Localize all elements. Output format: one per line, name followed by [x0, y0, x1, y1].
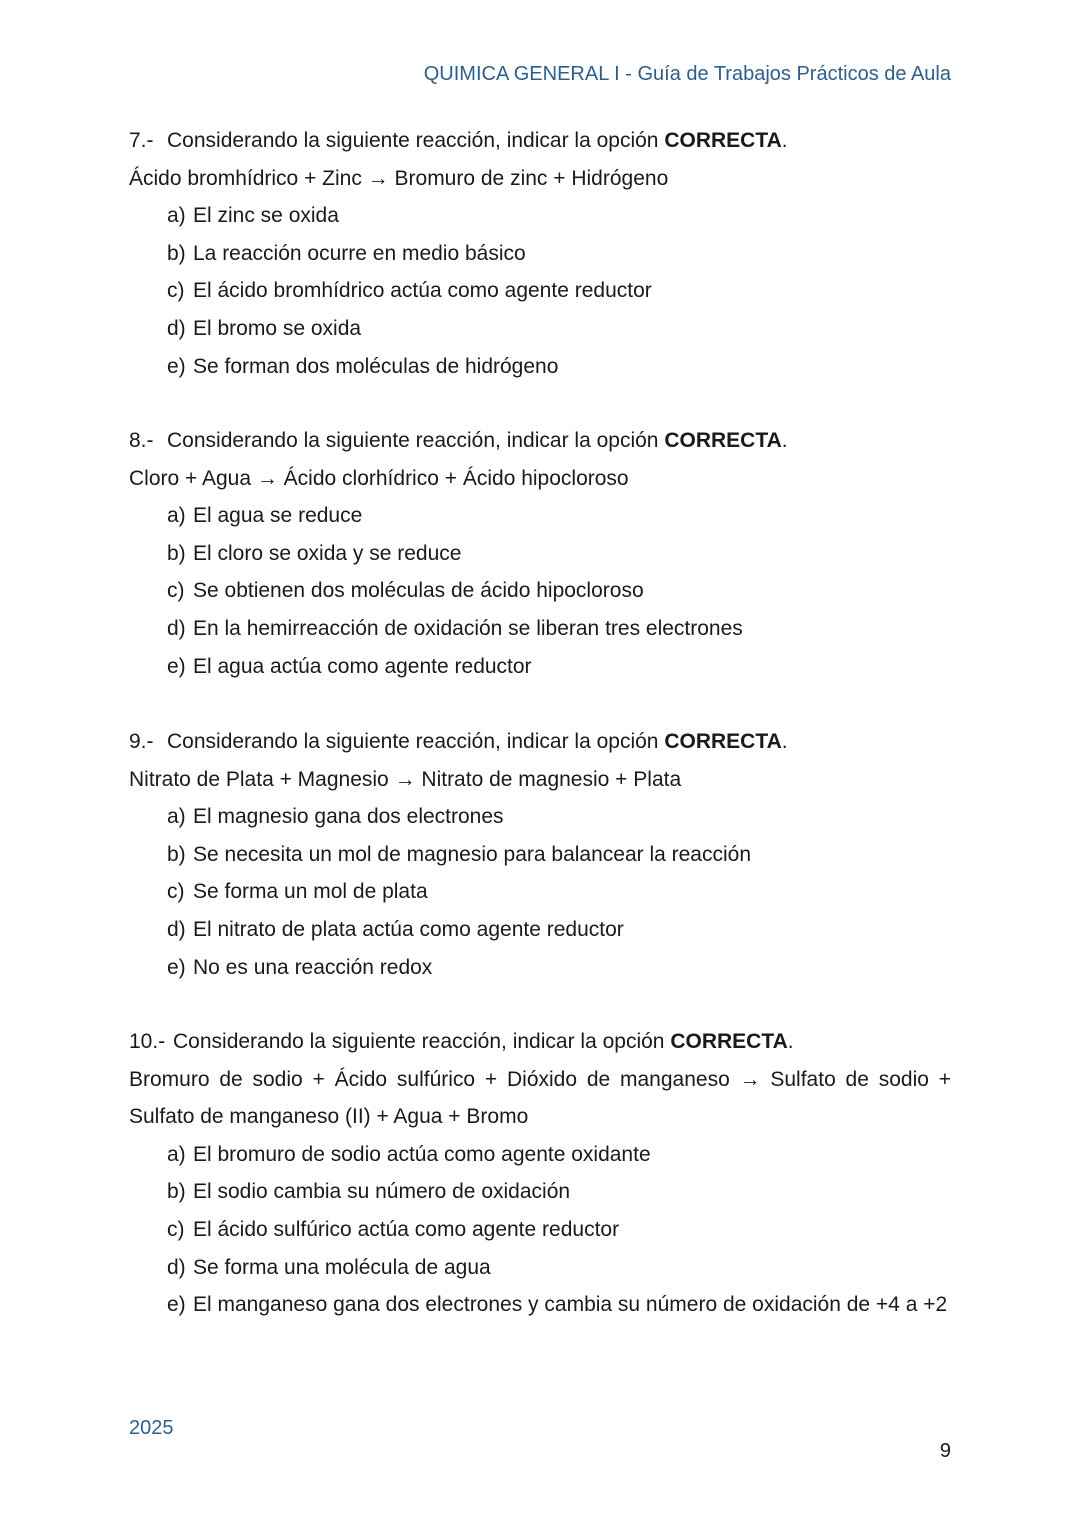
option-text: El agua actúa como agente reductor — [193, 654, 532, 678]
option-b — [129, 836, 951, 874]
prompt-end: . — [781, 429, 788, 452]
option-c — [129, 272, 951, 310]
option-e — [129, 648, 951, 686]
prompt-text: Considerando la siguiente reacción, indicar la opción — [167, 730, 659, 753]
option-c — [129, 1211, 951, 1249]
option-text: El magnesio gana dos electrones — [193, 805, 504, 829]
option-letter: d) — [167, 316, 186, 340]
option-letter: e) — [167, 654, 186, 678]
option-text: Se forma un mol de plata — [193, 880, 428, 904]
option-d — [129, 911, 951, 949]
option-e — [129, 1286, 951, 1324]
option-text: El bromo se oxida — [193, 316, 362, 340]
question-prompt — [129, 723, 951, 761]
prompt-emphasis: CORRECTA — [670, 1030, 788, 1053]
option-letter: a) — [167, 204, 186, 228]
option-c — [129, 873, 951, 911]
option-letter: b) — [167, 1180, 186, 1204]
reaction-equation: Ácido bromhídrico + Zinc → Bromuro de zinc + Hidrógeno — [129, 166, 669, 190]
question-9 — [129, 723, 951, 986]
option-text: El ácido bromhídrico actúa como agente reductor — [193, 279, 652, 303]
options-list — [129, 798, 951, 986]
option-text: Se forma una molécula de agua — [193, 1255, 491, 1279]
option-d — [129, 1249, 951, 1287]
prompt-text: Considerando la siguiente reacción, indicar la opción — [173, 1030, 665, 1053]
option-text: No es una reacción redox — [193, 955, 433, 979]
question-7 — [129, 122, 951, 385]
option-d — [129, 610, 951, 648]
question-number: 10.- — [129, 1030, 166, 1053]
question-number: 8.- — [129, 429, 154, 452]
option-text: Se obtienen dos moléculas de ácido hipocloroso — [193, 579, 644, 603]
option-b — [129, 235, 951, 273]
option-letter: b) — [167, 241, 186, 265]
option-text: El manganeso gana dos electrones y cambia su número de oxidación de +4 a +2 — [193, 1293, 948, 1317]
prompt-text: Considerando la siguiente reacción, indicar la opción — [167, 129, 659, 152]
option-text: El zinc se oxida — [193, 204, 339, 228]
option-text: El agua se reduce — [193, 504, 363, 528]
footer-year: 2025 — [129, 1417, 174, 1439]
option-text: El sodio cambia su número de oxidación — [193, 1180, 571, 1204]
option-text: La reacción ocurre en medio básico — [193, 241, 526, 265]
option-text: El cloro se oxida y se reduce — [193, 541, 462, 565]
question-number: 7.- — [129, 129, 154, 152]
option-text: Se forman dos moléculas de hidrógeno — [193, 354, 559, 378]
question-8 — [129, 422, 951, 685]
reaction-equation: Bromuro de sodio + Ácido sulfúrico + Dióxido de manganeso → Sulfato de sodio + Sulfato de manganeso (II) + Agua + Bromo — [129, 1067, 951, 1129]
prompt-end: . — [781, 129, 788, 152]
options-list — [129, 497, 951, 685]
prompt-text: Considerando la siguiente reacción, indicar la opción — [167, 429, 659, 452]
option-text: El nitrato de plata actúa como agente reductor — [193, 917, 624, 941]
prompt-emphasis: CORRECTA — [664, 429, 782, 452]
option-letter: c) — [167, 579, 185, 603]
option-letter: e) — [167, 955, 186, 979]
option-b — [129, 1173, 951, 1211]
options-list — [129, 1136, 951, 1324]
reaction-equation: Cloro + Agua → Ácido clorhídrico + Ácido hipocloroso — [129, 466, 629, 490]
option-text: En la hemirreacción de oxidación se liberan tres electrones — [193, 616, 743, 640]
option-letter: a) — [167, 1142, 186, 1166]
option-d — [129, 310, 951, 348]
option-letter: d) — [167, 917, 186, 941]
option-e — [129, 348, 951, 386]
option-a — [129, 1136, 951, 1174]
reaction-equation: Nitrato de Plata + Magnesio → Nitrato de magnesio + Plata — [129, 767, 682, 791]
prompt-emphasis: CORRECTA — [664, 129, 782, 152]
option-b — [129, 535, 951, 573]
question-prompt — [129, 122, 951, 160]
option-c — [129, 572, 951, 610]
option-letter: b) — [167, 842, 186, 866]
question-prompt — [129, 1023, 951, 1061]
option-letter: a) — [167, 805, 186, 829]
option-letter: c) — [167, 880, 185, 904]
question-10 — [129, 1023, 951, 1324]
option-text: El ácido sulfúrico actúa como agente reductor — [193, 1217, 620, 1241]
page-number: 9 — [939, 1440, 951, 1462]
option-e — [129, 949, 951, 987]
option-letter: a) — [167, 504, 186, 528]
question-prompt — [129, 422, 951, 460]
prompt-emphasis: CORRECTA — [664, 730, 782, 753]
option-a — [129, 798, 951, 836]
options-list — [129, 197, 951, 385]
option-text: Se necesita un mol de magnesio para balancear la reacción — [193, 842, 752, 866]
option-letter: d) — [167, 616, 186, 640]
option-letter: c) — [167, 1217, 185, 1241]
option-letter: c) — [167, 279, 185, 303]
prompt-end: . — [781, 730, 788, 753]
option-letter: e) — [167, 1293, 186, 1317]
option-text: El bromuro de sodio actúa como agente oxidante — [193, 1142, 651, 1166]
option-a — [129, 197, 951, 235]
prompt-end: . — [787, 1030, 794, 1053]
option-a — [129, 497, 951, 535]
option-letter: b) — [167, 541, 186, 565]
page-header-title: QUIMICA GENERAL I - Guía de Trabajos Prácticos de Aula — [423, 63, 951, 85]
option-letter: e) — [167, 354, 186, 378]
question-number: 9.- — [129, 730, 154, 753]
option-letter: d) — [167, 1255, 186, 1279]
